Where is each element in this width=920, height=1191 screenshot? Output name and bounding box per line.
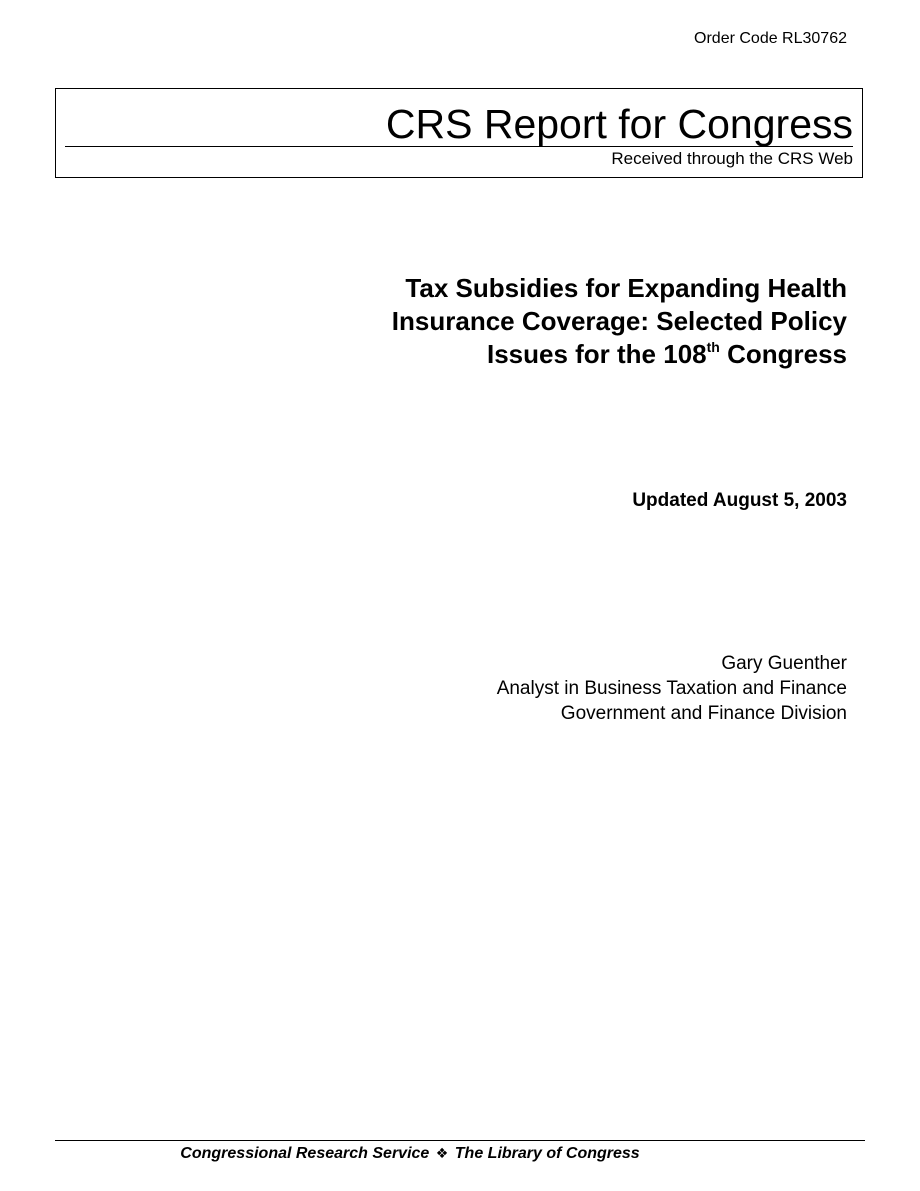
author-name: Gary Guenther — [721, 653, 847, 674]
footer-organization: Congressional Research Service — [180, 1145, 430, 1162]
author-block — [287, 651, 847, 726]
document-title-line-3-text: Issues for the 108 — [486, 339, 707, 369]
footer — [55, 1143, 865, 1164]
ordinal-superscript: th — [706, 339, 720, 355]
document-title-line-3-end: Congress — [719, 339, 847, 369]
author-position: Analyst in Business Taxation and Finance — [496, 678, 847, 699]
document-title-line-2: Insurance Coverage: Selected Policy — [391, 306, 847, 336]
footer-text — [180, 1143, 639, 1164]
report-source-subtitle: Received through the CRS Web — [611, 149, 853, 168]
header-divider — [65, 146, 853, 147]
updated-date: Updated August 5, 2003 — [632, 490, 847, 511]
diamond-ornament-icon: ❖ — [435, 1145, 449, 1161]
report-series-title: CRS Report for Congress — [385, 101, 853, 147]
footer-divider — [55, 1140, 865, 1141]
report-header-box — [55, 88, 863, 178]
footer-library: The Library of Congress — [454, 1145, 640, 1162]
author-division: Government and Finance Division — [560, 703, 847, 724]
document-title-line-3 — [287, 338, 847, 371]
order-code: Order Code RL30762 — [694, 30, 847, 47]
document-title — [287, 272, 847, 371]
document-title-line-1: Tax Subsidies for Expanding Health — [405, 273, 847, 303]
